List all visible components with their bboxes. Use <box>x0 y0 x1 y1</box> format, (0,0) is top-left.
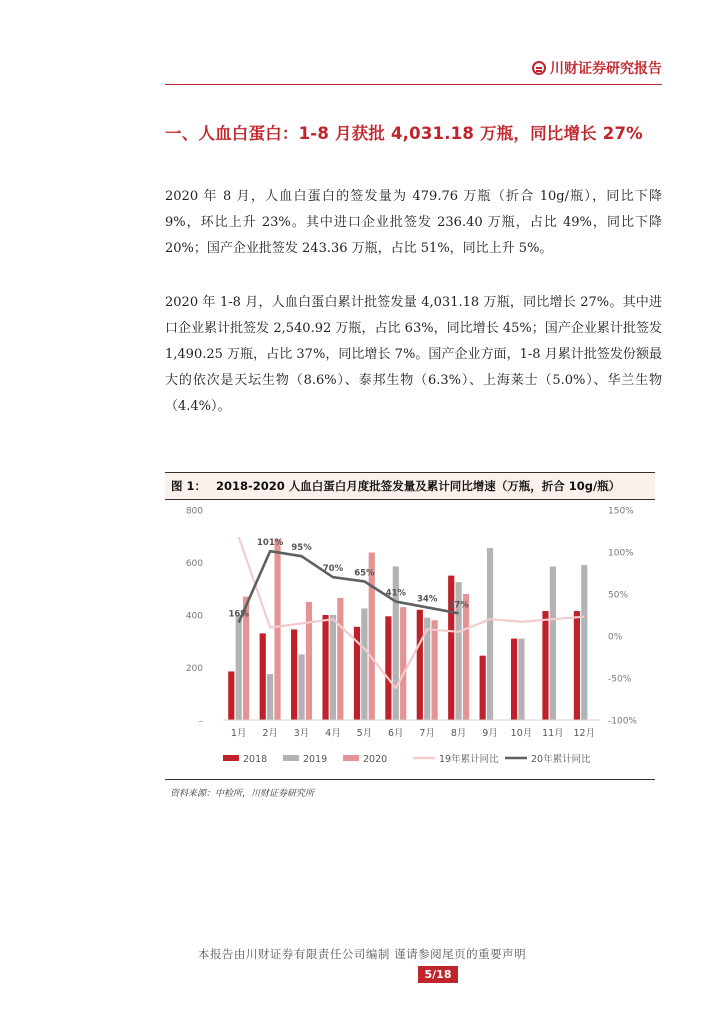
paragraph-cumulative: 2020 年 1-8 月，人血白蛋白累计批签发量 4,031.18 万瓶，同比增长 27%。其中进口企业累计批签发 2,540.92 万瓶，占比 63%，同比增长 45%；国产企业累计批签发 1,490.25 万瓶，占比 37%，同比增长 7%。国产企业方面，1-8 月累计批签发份额最大的依次是天坛生物（8.6%）、泰邦生物（6.3%）、上海莱士（5.0%）、华兰生物（4.4%）。 <box>165 295 662 414</box>
x-axis-tick-label: 1月 <box>230 728 247 739</box>
bar-2019 <box>518 639 524 720</box>
bar-2020 <box>306 602 312 720</box>
bar-2019 <box>236 615 242 720</box>
x-axis-tick-label: 10月 <box>510 728 533 739</box>
section-title: 一、人血白蛋白：1-8 月获批 4,031.18 万瓶，同比增长 27% <box>165 124 643 143</box>
legend-label: 2019 <box>303 754 328 765</box>
bar-2019 <box>267 674 273 720</box>
brand-name: 川财证券研究报告 <box>550 61 662 77</box>
legend-swatch-2020 <box>343 755 359 761</box>
bar-2018 <box>542 611 548 720</box>
x-axis-tick-label: 6月 <box>388 728 404 739</box>
line-data-label: 95% <box>291 543 312 554</box>
right-axis-tick-label: 50% <box>608 590 629 601</box>
bar-2018 <box>291 629 297 720</box>
line-data-label: 34% <box>417 594 438 605</box>
bar-2018 <box>228 671 234 720</box>
bar-2020 <box>337 598 343 720</box>
legend-swatch-2019 <box>283 755 299 761</box>
bar-2019 <box>487 548 493 720</box>
x-axis-tick-label: 4月 <box>325 728 341 739</box>
bar-2019 <box>581 565 587 720</box>
bar-2018 <box>448 576 454 720</box>
figure-title: 2018-2020 人血白蛋白月度批签发量及累计同比增速（万瓶，折合 10g/瓶） <box>216 479 621 493</box>
left-axis-tick-label: 800 <box>185 506 203 517</box>
legend-label: 19年累计同比 <box>439 754 499 765</box>
right-axis-tick-label: -50% <box>608 674 632 685</box>
right-axis-tick-label: 100% <box>608 548 634 559</box>
page-number: 5/18 <box>418 966 458 983</box>
bar-2018 <box>574 611 580 720</box>
bar-2019 <box>330 615 336 720</box>
line-19年累计同比 <box>239 537 585 688</box>
bar-2020 <box>400 607 406 720</box>
bar-2018 <box>322 615 328 720</box>
x-axis-tick-label: 9月 <box>482 728 498 739</box>
bar-2018 <box>385 616 391 720</box>
left-axis-tick-label: 600 <box>185 559 203 569</box>
footer-disclaimer: 本报告由川财证券有限责任公司编制 谨请参阅尾页的重要声明 <box>197 947 527 961</box>
chuancai-logo-icon <box>532 61 546 75</box>
left-axis-tick-label: 400 <box>185 611 203 622</box>
x-axis-tick-label: 2月 <box>262 728 278 739</box>
x-axis-tick-label: 8月 <box>450 728 467 739</box>
line-data-label: 70% <box>322 564 344 575</box>
legend-swatch-2018 <box>223 755 239 761</box>
chart <box>165 498 655 778</box>
bar-2020 <box>463 594 469 720</box>
x-axis-tick-label: 3月 <box>293 728 310 739</box>
legend-label: 2018 <box>243 754 268 765</box>
chart-container <box>165 498 655 778</box>
source-rule <box>165 779 655 780</box>
bar-2018 <box>260 633 266 720</box>
x-axis-tick-label: 5月 <box>356 728 373 739</box>
x-axis-tick-label: 7月 <box>419 728 435 739</box>
bar-2018 <box>511 639 517 720</box>
figure-number: 图 1： <box>171 479 207 493</box>
line-data-label: 101% <box>256 538 284 549</box>
bar-2019 <box>298 654 304 720</box>
bar-2018 <box>417 610 423 720</box>
left-axis-tick-label: – <box>198 716 203 727</box>
source-note: 资料来源：中检所，川财证券研究所 <box>170 789 315 799</box>
bar-2019 <box>550 566 556 720</box>
x-axis-tick-label: 11月 <box>542 728 564 739</box>
line-data-label: 41% <box>385 588 406 599</box>
header-rule <box>165 84 662 85</box>
left-axis-tick-label: 200 <box>185 664 203 674</box>
bar-2019 <box>361 608 367 720</box>
header-brand <box>532 58 662 78</box>
legend-label: 20年累计同比 <box>531 754 591 765</box>
right-axis-tick-label: -100% <box>608 716 637 727</box>
legend-label: 2020 <box>363 754 388 765</box>
right-axis-tick-label: 150% <box>608 506 634 517</box>
line-20年累计同比 <box>239 551 459 622</box>
bar-2020 <box>432 620 438 720</box>
figure-title-bar <box>165 472 655 500</box>
bar-2018 <box>480 656 486 720</box>
line-data-label: 16% <box>228 609 249 620</box>
x-axis-tick-label: 12月 <box>573 728 596 739</box>
line-data-label: 65% <box>354 568 375 579</box>
bar-2020 <box>274 539 280 720</box>
right-axis-tick-label: 0% <box>608 632 623 643</box>
line-data-label: 27% <box>448 600 469 611</box>
paragraph-monthly: 2020 年 8 月，人血白蛋白的签发量为 479.76 万瓶（折合 10g/瓶），同比下降 9%，环比上升 23%。其中进口企业批签发 236.40 万瓶，占比 49%，同比下降 20%；国产企业批签发 243.36 万瓶，占比 51%，同比上升 5%。 <box>165 189 662 256</box>
